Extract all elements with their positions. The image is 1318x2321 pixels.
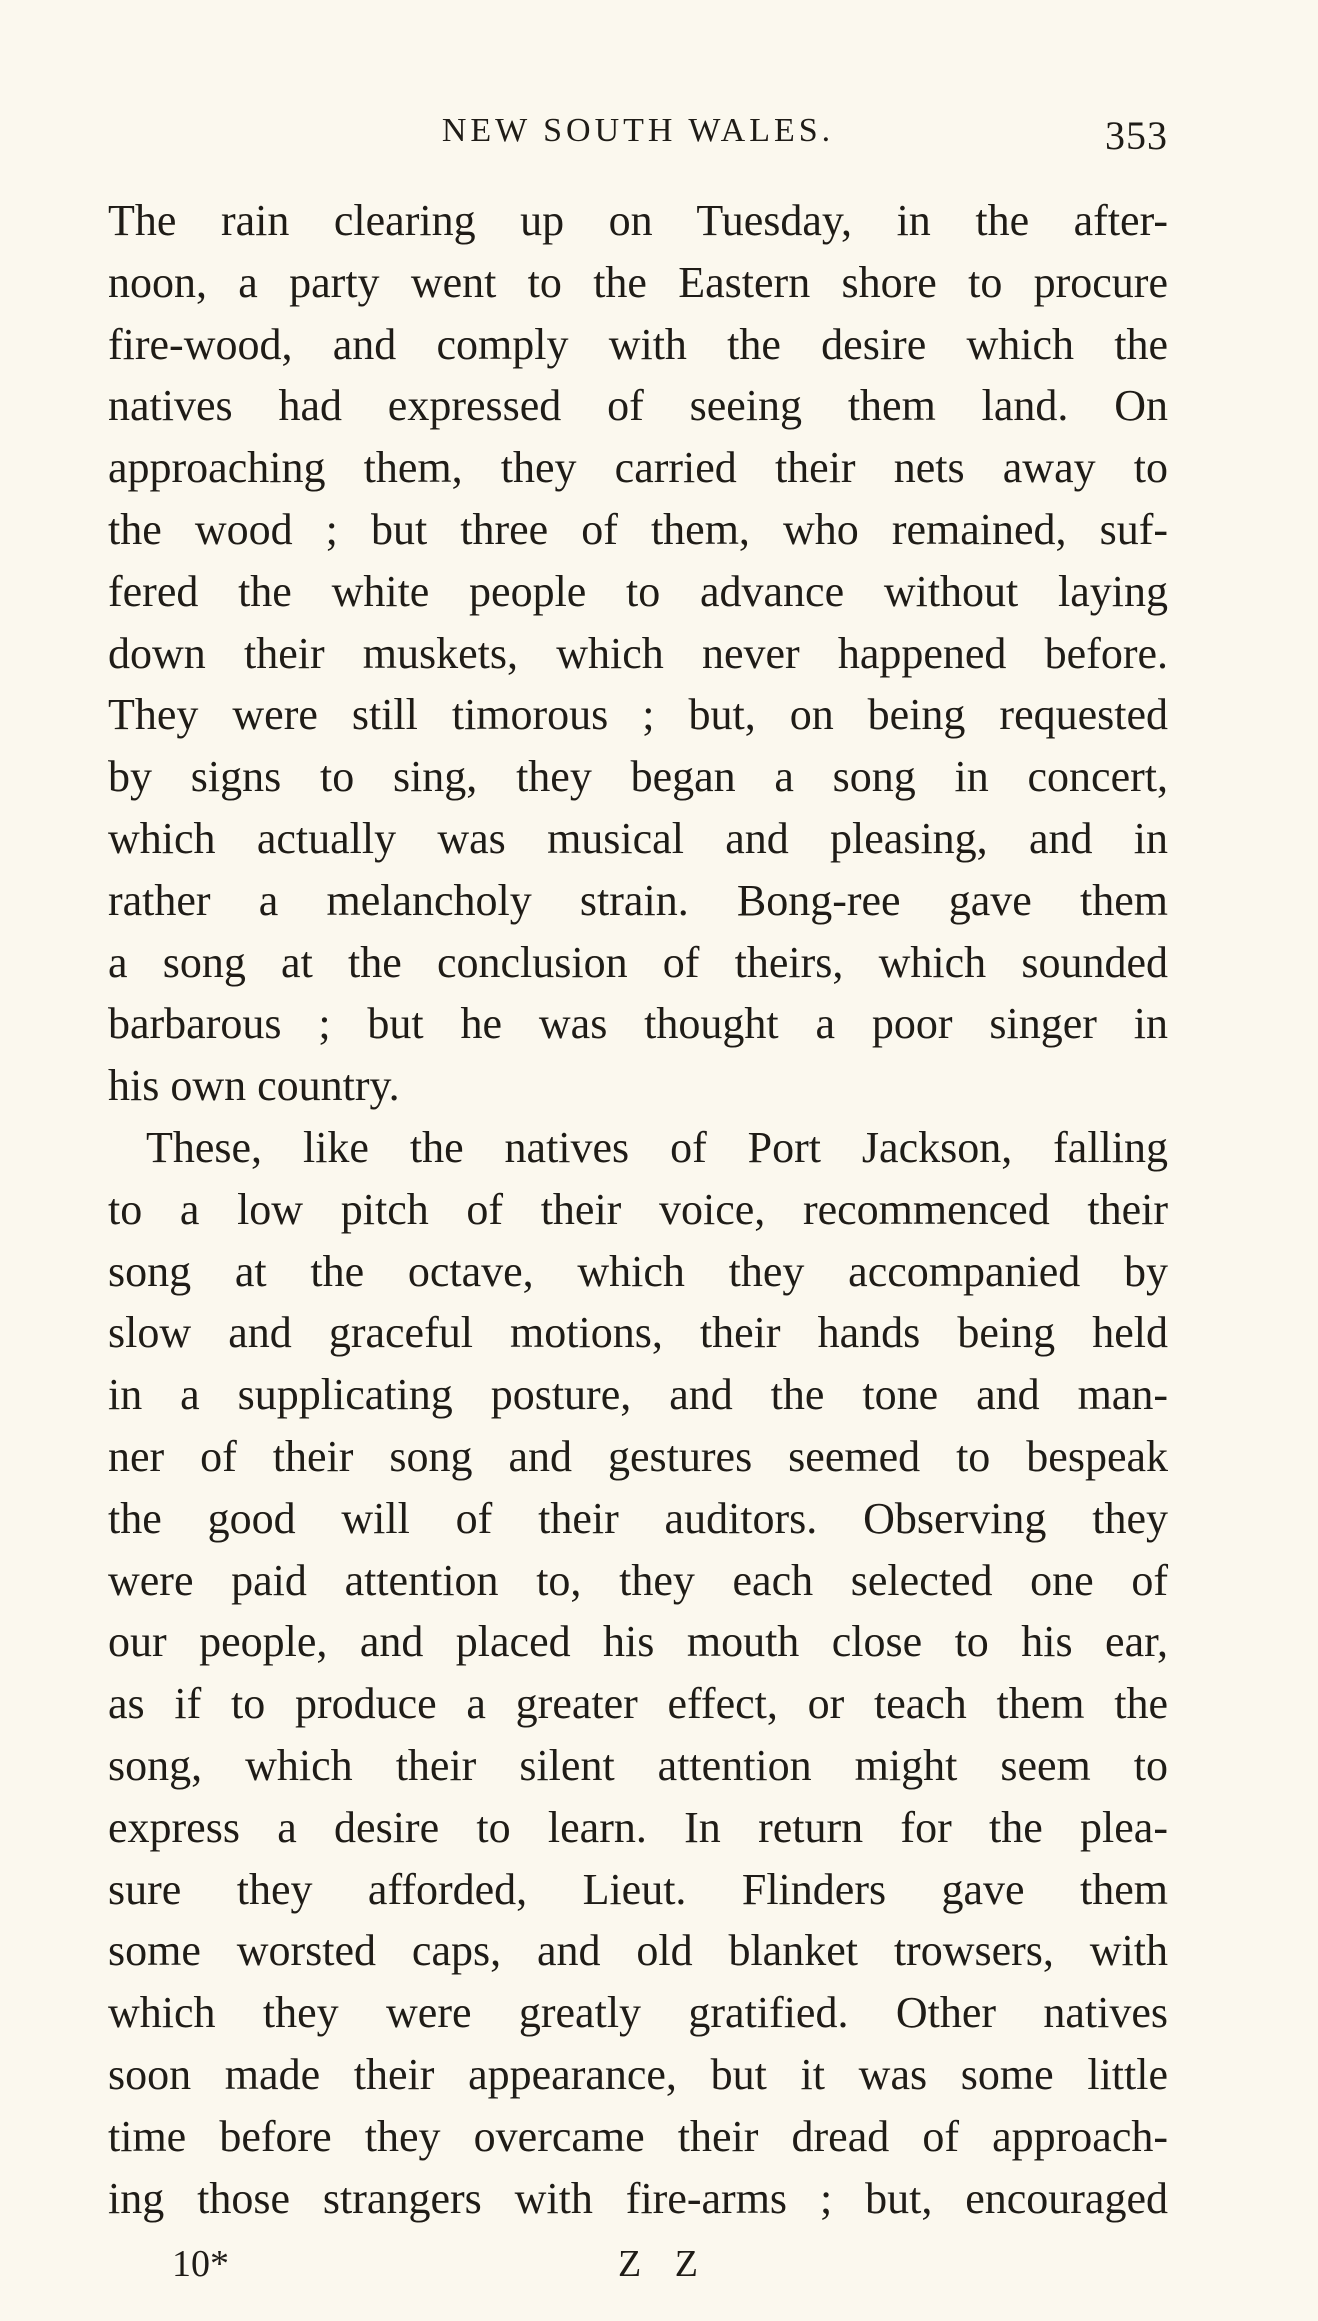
text-line: down their muskets, which never happened before. <box>108 628 1168 678</box>
text-line: approaching them, they carried their nets away to <box>108 443 1168 493</box>
text-line: natives had expressed of seeing them land. On <box>108 381 1168 431</box>
text-line: soon made their appearance, but it was some little <box>108 2049 1168 2099</box>
text-line: the good will of their auditors. Observing they <box>108 1493 1168 1543</box>
text-line: song, which their silent attention might seem to <box>108 1740 1168 1790</box>
text-line: as if to produce a greater effect, or teach them the <box>108 1679 1168 1729</box>
signature-mark: 10* <box>172 2243 229 2285</box>
page-footer <box>108 2242 1168 2292</box>
body-text <box>108 190 1168 2229</box>
text-line: These, like the natives of Port Jackson, falling <box>146 1122 1168 1172</box>
text-line: were paid attention to, they each selected one of <box>108 1555 1168 1605</box>
text-line: the wood ; but three of them, who remained, suf- <box>108 504 1168 554</box>
text-line: sure they afforded, Lieut. Flinders gave them <box>108 1864 1168 1914</box>
text-line: to a low pitch of their voice, recommenced their <box>108 1184 1168 1234</box>
text-line: a song at the conclusion of theirs, which sounded <box>108 937 1168 987</box>
text-line: noon, a party went to the Eastern shore to procure <box>108 257 1168 307</box>
page-number: 353 <box>1105 113 1168 158</box>
text-line: fire-wood, and comply with the desire which the <box>108 319 1168 369</box>
text-line: which actually was musical and pleasing, and in <box>108 813 1168 863</box>
text-line: by signs to sing, they began a song in concert, <box>108 752 1168 802</box>
text-line: barbarous ; but he was thought a poor singer in <box>108 999 1168 1049</box>
text-line: in a supplicating posture, and the tone and man- <box>108 1370 1168 1420</box>
text-line: The rain clearing up on Tuesday, in the after- <box>108 196 1168 245</box>
text-line: ner of their song and gestures seemed to bespeak <box>108 1431 1168 1481</box>
text-line: song at the octave, which they accompanied by <box>108 1246 1168 1296</box>
text-line: rather a melancholy strain. Bong-ree gave them <box>108 875 1168 925</box>
text-line: They were still timorous ; but, on being requested <box>108 690 1168 740</box>
text-line: express a desire to learn. In return for the plea- <box>108 1802 1168 1852</box>
page-header <box>108 112 1168 162</box>
text-line: which they were greatly gratified. Other natives <box>108 1988 1168 2038</box>
text-line: some worsted caps, and old blanket trowsers, with <box>108 1926 1168 1976</box>
text-line: fered the white people to advance without laying <box>108 566 1168 616</box>
text-line: ing those strangers with fire-arms ; but, encouraged <box>108 2173 1168 2223</box>
text-line: time before they overcame their dread of approach- <box>108 2111 1168 2161</box>
catchword: Z Z <box>618 2243 710 2285</box>
text-line: slow and graceful motions, their hands being held <box>108 1308 1168 1358</box>
text-line: our people, and placed his mouth close to his ear, <box>108 1617 1168 1667</box>
text-line: his own country. <box>108 1061 400 1111</box>
running-title: NEW SOUTH WALES. <box>441 112 835 149</box>
